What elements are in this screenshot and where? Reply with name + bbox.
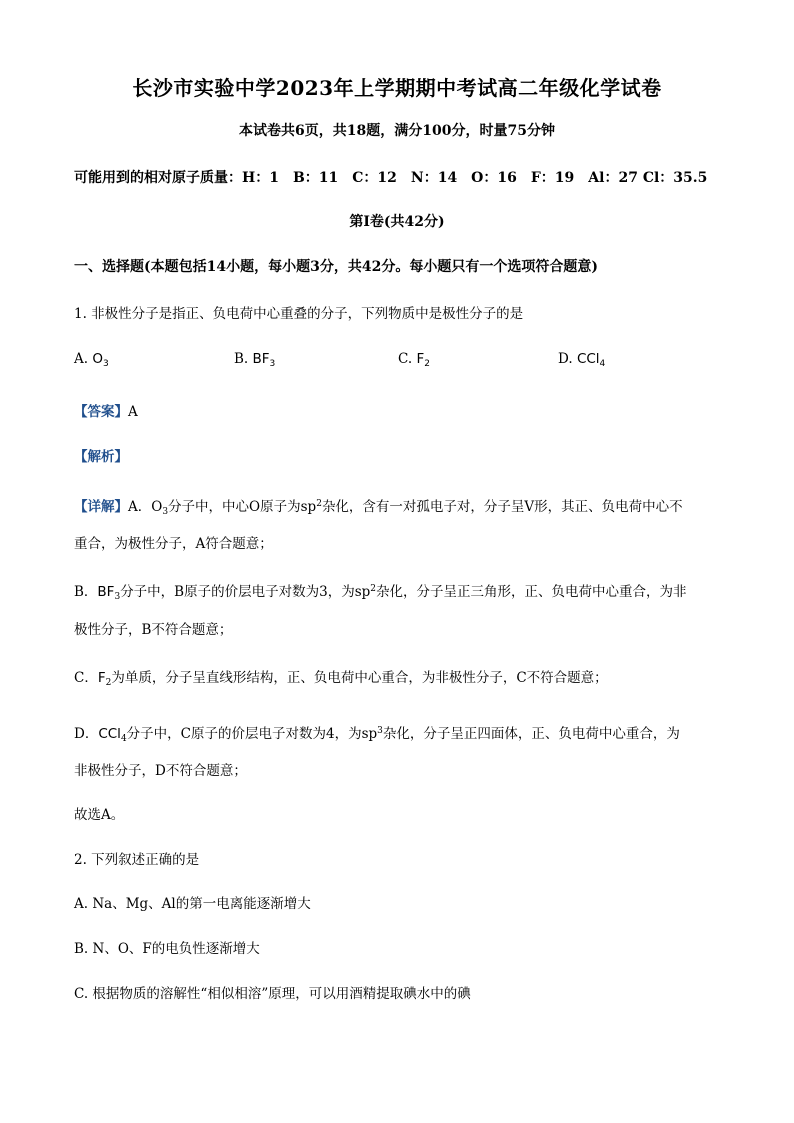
answer-value: A [128,404,138,420]
q2-option-b: B. N、O、F的电负性逐渐增大 [74,941,260,957]
option-formula: $F_2$ [416,351,430,369]
analysis-tag: 【解析】 [74,449,128,465]
option-formula: $O_3$ [92,351,109,369]
q1-detail-d-line2: 非极性分子，D不符合题意； [74,763,247,779]
exam-title: 长沙市实验中学2023年上学期期中考试高二年级化学试卷 [132,76,662,100]
atomic-masses-line: 可能用到的相对原子质量：H：1 B：11 C：12 N：14 O：16 F：19 Al：27 Cl：35.5 [74,170,708,186]
q1-option-c [398,351,430,369]
option-letter: D. [558,351,573,367]
q1-analysis [74,445,128,465]
part-heading: 一、选择题(本题包括14小题，每小题3分，共42分。每小题只有一个选项符合题意) [74,259,598,275]
q1-detail-a: 【详解】A．$O_3$分子中，中心O原子为$sp^2$杂化，含有一对孤电子对，分子呈V形，其正、负电荷中心不 [74,499,683,517]
q1-option-a [74,351,109,369]
q1-option-b [234,351,275,369]
detail-tag: 【详解】 [74,499,128,515]
q1-detail-b-line2: 极性分子，B不符合题意； [74,622,233,638]
q1-option-d [558,351,605,369]
q1-stem: 1. 非极性分子是指正、负电荷中心重叠的分子，下列物质中是极性分子的是 [74,306,524,322]
q2-stem: 2. 下列叙述正确的是 [74,852,200,868]
q1-conclusion: 故选A。 [74,807,125,823]
option-formula: $BF_3$ [252,351,276,369]
option-letter: C. [398,351,413,367]
exam-subtitle: 本试卷共6页，共18题，满分100分，时量75分钟 [239,123,555,139]
q1-detail-a-line2: 重合，为极性分子，A符合题意； [74,536,273,552]
q2-option-c: C. 根据物质的溶解性“相似相溶”原理，可以用酒精提取碘水中的碘 [74,986,471,1002]
answer-tag: 【答案】 [74,404,128,420]
section-title: 第Ⅰ卷(共42分) [349,214,445,230]
q1-detail-d: D．CCl$_4$分子中，C原子的价层电子对数为4，为$sp^3$杂化，分子呈正四面体，正、负电荷中心重合，为 [74,726,680,744]
option-formula: CCl$_4$ [576,351,606,369]
q2-option-a: A. Na、Mg、Al的第一电离能逐渐增大 [74,896,311,912]
q1-answer [74,400,138,420]
option-letter: B. [234,351,249,367]
q1-detail-b: B．$BF_3$分子中，B原子的价层电子对数为3，为$sp^2$杂化，分子呈正三角形，正、负电荷中心重合，为非 [74,584,687,602]
q1-detail-c: C．$F_2$为单质，分子呈直线形结构，正、负电荷中心重合，为非极性分子，C不符合题意； [74,670,608,688]
option-letter: A. [74,351,89,367]
